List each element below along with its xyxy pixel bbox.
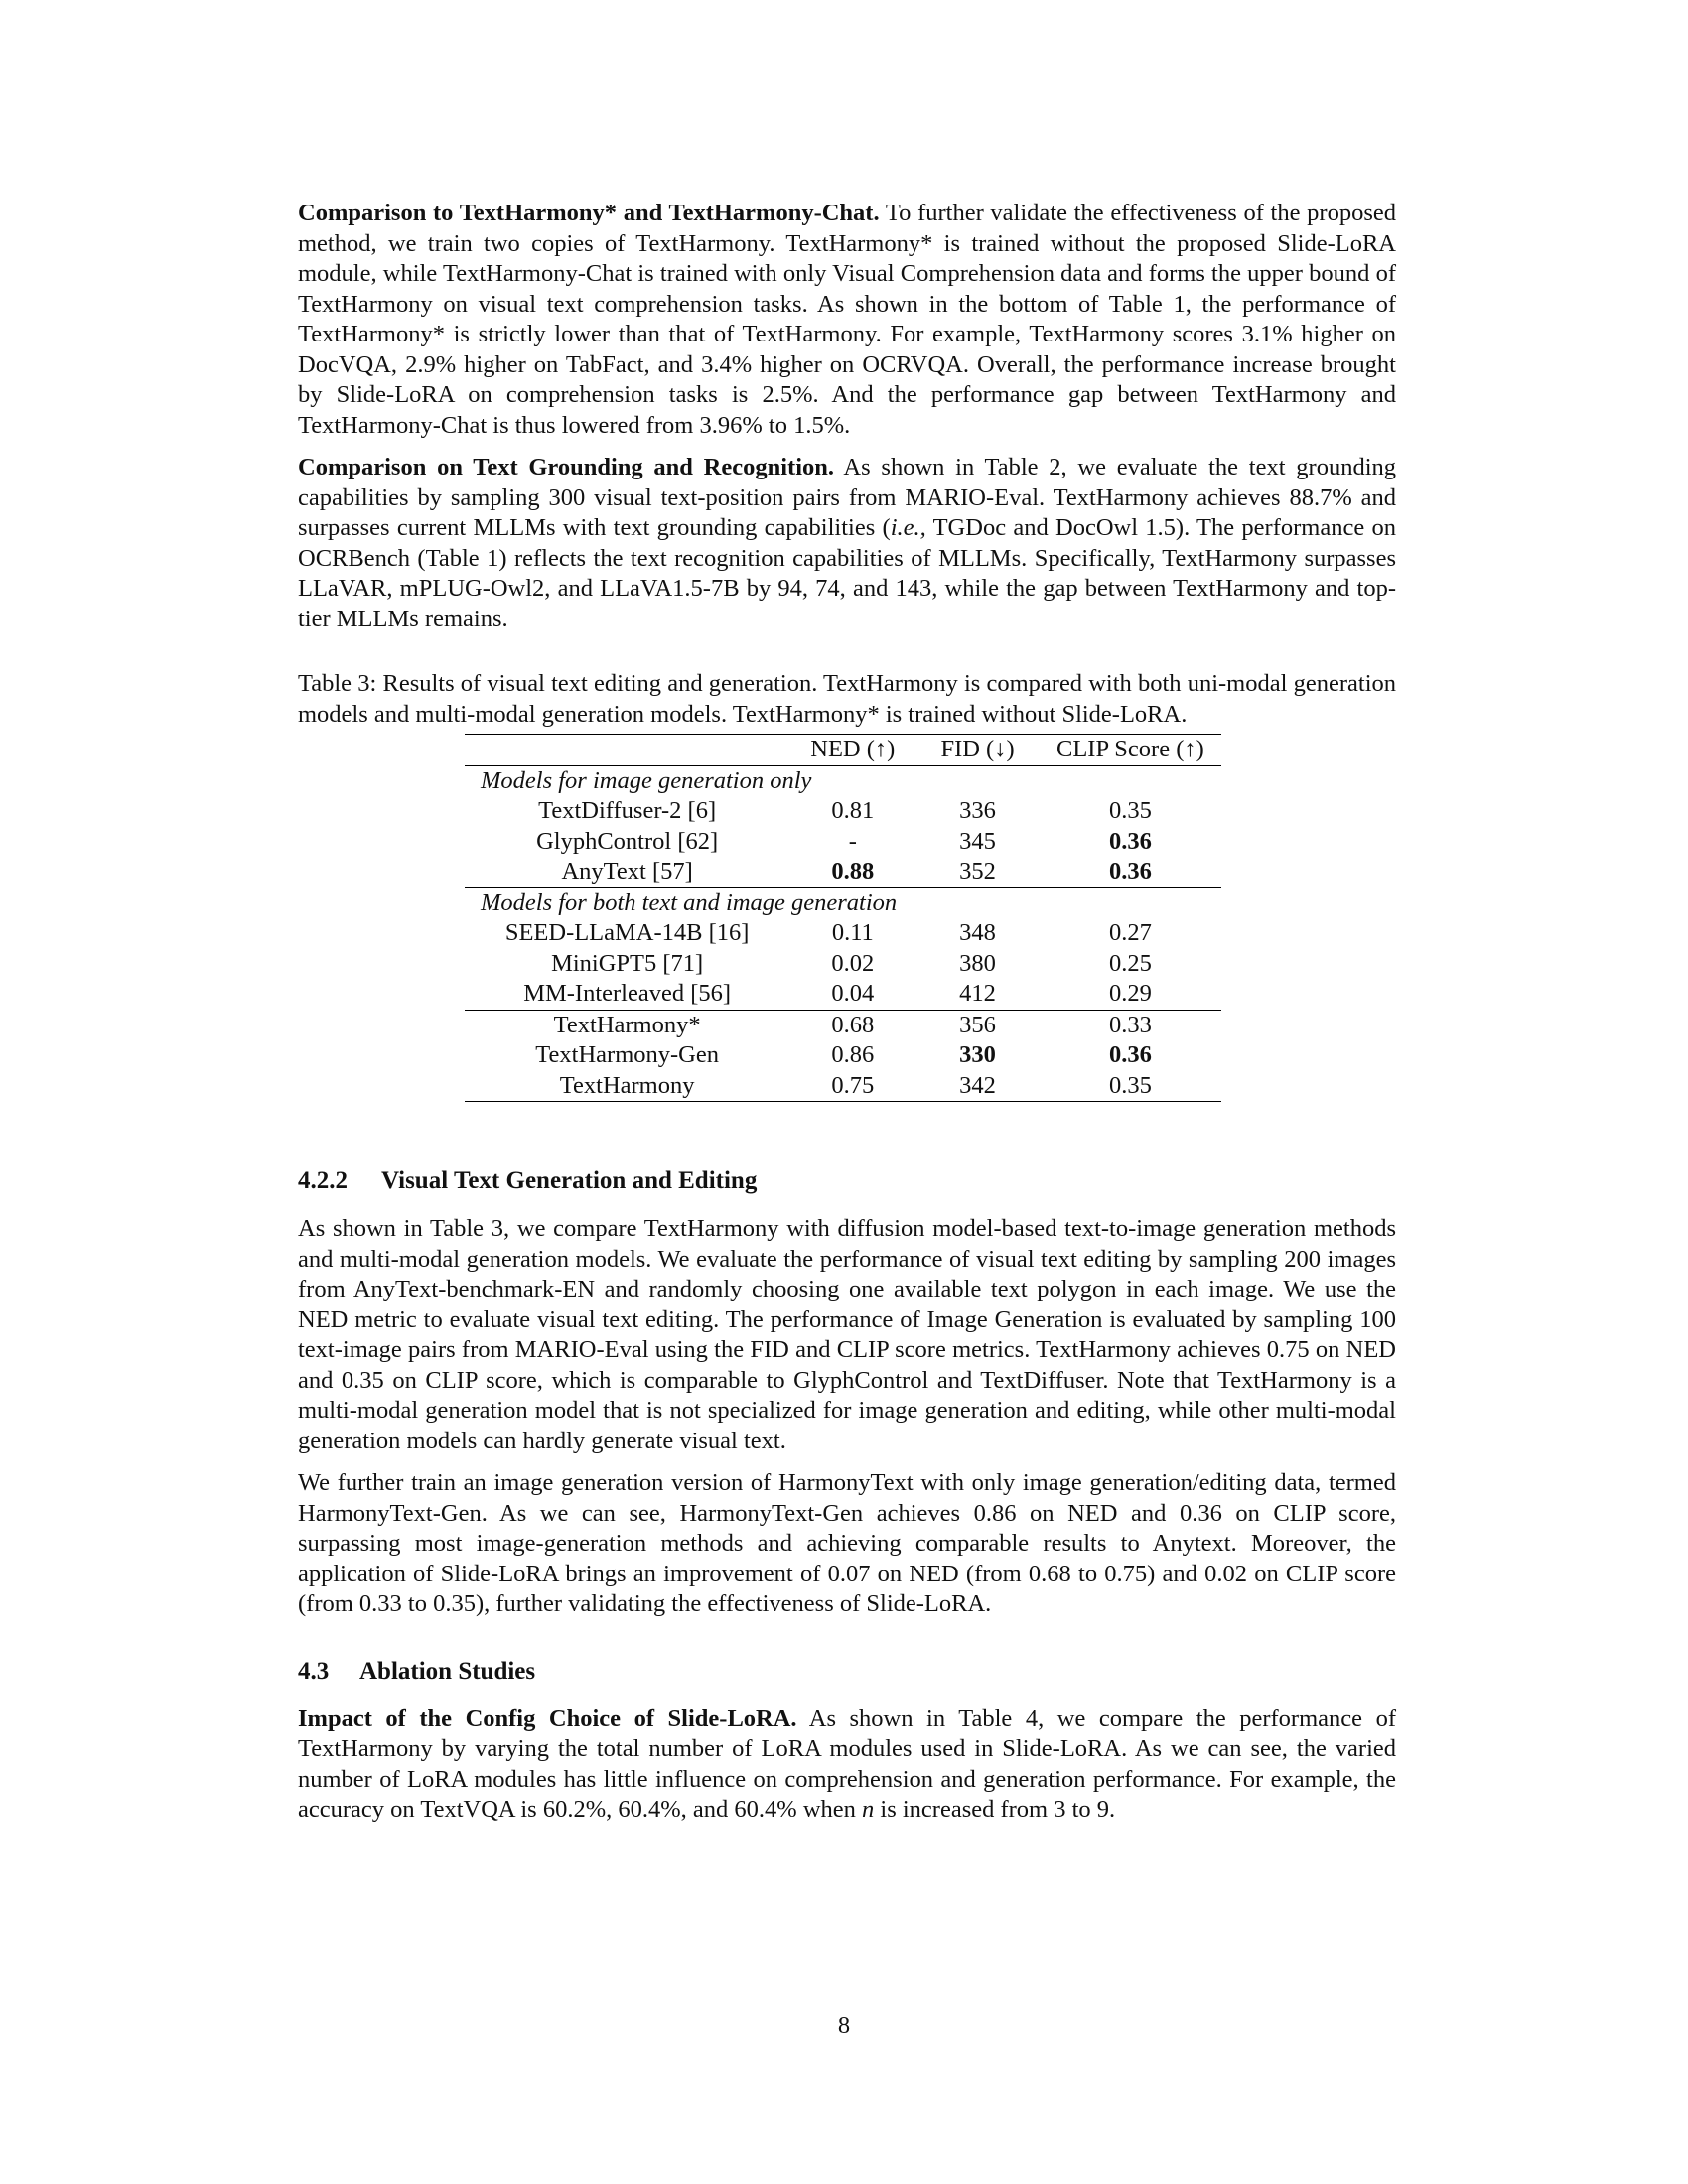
- table-row: [465, 1071, 1221, 1102]
- fid-value: 342: [915, 1071, 1039, 1102]
- paragraph-body: As shown in Table 4, we compare the performance of TextHarmony by varying the total number of LoRA modules used in Slide-LoRA. As we can see, the varied number of LoRA modules has little influence on comprehension and generation performance. For example, the accuracy on TextVQA is 60.2%, 60.4%, and 60.4% when: [298, 1705, 1396, 1823]
- header-cell: CLIP Score (↑): [1040, 735, 1221, 766]
- table-row: [465, 827, 1221, 858]
- paragraph-heading: Impact of the Config Choice of Slide-LoRA.: [298, 1705, 797, 1732]
- fid-value: 356: [915, 1010, 1039, 1040]
- section-title: Ablation Studies: [359, 1657, 536, 1685]
- fid-value: 380: [959, 949, 996, 977]
- paragraph-body: TGDoc and DocOwl 1.5). The performance on OCRBench (Table 1) reflects the text recognition capabilities of MLLMs. Specifically, TextHarmony surpasses LLaVAR, mPLUG-Owl2, and LLaVA1.5-7B by 94, 74, and 143, while the gap between TextHarmony and top-tier MLLMs remains.: [298, 514, 1396, 632]
- ned-value: 0.04: [831, 980, 875, 1007]
- math-variable: n: [862, 1796, 875, 1823]
- paragraph-body: To further validate the effectiveness of the proposed method, we train two copies of TextHarmony. TextHarmony* is trained without the proposed Slide-LoRA module, while TextHarmony-Chat is trained with only Visual Comprehension data and forms the upper bound of TextHarmony on visual text comprehension tasks. As shown in the bottom of Table 1, the performance of TextHarmony* is strictly lower than that of TextHarmony. For example, TextHarmony scores 3.1% higher on DocVQA, 2.9% higher on TabFact, and 3.4% higher on OCRVQA. Overall, the performance increase brought by Slide-LoRA on comprehension tasks is 2.5%. And the performance gap between TextHarmony and TextHarmony-Chat is thus lowered from 3.96% to 1.5%.: [298, 200, 1397, 439]
- header-cell: NED (↑): [789, 735, 915, 766]
- ned-value: -: [848, 827, 857, 855]
- section-number: 4.2.2: [298, 1167, 348, 1194]
- clip-value: 0.35: [1108, 797, 1152, 824]
- paper-page: [298, 199, 1396, 1838]
- clip-value: 0.36: [1108, 827, 1152, 855]
- clip-value: 0.36: [1108, 858, 1152, 885]
- clip-value: 0.35: [1040, 1071, 1221, 1102]
- clip-value: 0.33: [1040, 1010, 1221, 1040]
- ned-value: 0.75: [789, 1071, 915, 1102]
- ned-value: 0.02: [831, 949, 875, 977]
- header-cell: [465, 735, 789, 766]
- paragraph-heading: Comparison on Text Grounding and Recognition.: [298, 454, 835, 480]
- subsection-heading: [298, 1166, 1396, 1196]
- paragraph-body: is increased from 3 to 9.: [874, 1796, 1116, 1823]
- paragraph-generation-2: We further train an image generation version of HarmonyText with only image generation/editing data, termed HarmonyText-Gen. As we can see, HarmonyText-Gen achieves 0.86 on NED and 0.36 on CLIP score, surpassing most image-generation methods and achieving comparable results to Anytext. Moreover, the application of Slide-LoRA brings an improvement of 0.07 on NED (from 0.68 to 0.75) and 0.02 on CLIP score (from 0.33 to 0.35), further validating the effectiveness of Slide-LoRA.: [298, 1469, 1396, 1617]
- fid-value: 330: [959, 1041, 996, 1068]
- table-row: [465, 949, 1221, 980]
- model-name: TextDiffuser-2 [6]: [538, 797, 717, 824]
- section-title: Visual Text Generation and Editing: [381, 1167, 758, 1194]
- fid-value: 336: [959, 797, 996, 824]
- model-name: SEED-LLaMA-14B [16]: [504, 919, 750, 946]
- section-number: 4.3: [298, 1657, 330, 1685]
- clip-value: 0.25: [1108, 949, 1152, 977]
- model-name: AnyText [57]: [561, 858, 693, 885]
- paragraph-generation-1: As shown in Table 3, we compare TextHarmony with diffusion model-based text-to-image generation methods and multi-modal generation models. We evaluate the performance of visual text editing by sampling 200 images from AnyText-benchmark-EN and randomly choosing one available text polygon in each image. We use the NED metric to evaluate visual text editing. The performance of Image Generation is evaluated by sampling 100 text-image pairs from MARIO-Eval using the FID and CLIP score metrics. TextHarmony achieves 0.75 on NED and 0.35 on CLIP score, which is comparable to GlyphControl and TextDiffuser. Note that TextHarmony is a multi-modal generation model that is not specialized for image generation and editing, while other multi-modal generation models can hardly generate visual text.: [298, 1215, 1396, 1454]
- table-row: [465, 857, 1221, 887]
- paragraph-ablation: [298, 1705, 1396, 1826]
- section-heading: [298, 1657, 1396, 1687]
- table-group-row: [465, 765, 1221, 796]
- paragraph-grounding: [298, 453, 1396, 634]
- paragraph-heading: Comparison to TextHarmony* and TextHarmony-Chat.: [298, 200, 880, 226]
- table-row: [465, 1010, 1221, 1040]
- table-header-row: [465, 735, 1221, 766]
- table-row: [465, 979, 1221, 1010]
- ned-value: 0.81: [831, 797, 875, 824]
- page-number: 8: [837, 2012, 851, 2039]
- table-caption: Table 3: Results of visual text editing and generation. TextHarmony is compared with both uni-modal generation models and multi-modal generation models. TextHarmony* is trained without Slide-LoRA.: [298, 670, 1396, 728]
- ned-value: 0.88: [831, 858, 875, 885]
- table-row: [465, 918, 1221, 949]
- ned-value: 0.86: [831, 1041, 875, 1068]
- model-name: MM-Interleaved [56]: [523, 980, 732, 1007]
- fid-value: 348: [959, 919, 996, 946]
- model-name: TextHarmony: [465, 1071, 789, 1102]
- paragraph-body-italic: i.e.,: [890, 514, 926, 541]
- model-name: MiniGPT5 [71]: [551, 949, 704, 977]
- fid-value: 345: [959, 827, 996, 855]
- results-table: [465, 734, 1221, 1102]
- paragraph-body: As shown in Table 2, we evaluate the text grounding capabilities by sampling 300 visual text-position pairs from MARIO-Eval. TextHarmony achieves 88.7% and surpasses current MLLMs with text grounding capabilities (: [298, 454, 1396, 541]
- fid-value: 352: [959, 858, 996, 885]
- ned-value: 0.68: [789, 1010, 915, 1040]
- group-label: Models for image generation only: [481, 766, 812, 794]
- paragraph-textharmony-chat: [298, 199, 1396, 441]
- group-label: Models for both text and image generation: [465, 887, 1221, 918]
- fid-value: 412: [959, 980, 996, 1007]
- ned-value: 0.11: [831, 919, 874, 946]
- clip-value: 0.27: [1108, 919, 1152, 946]
- table-group-row: [465, 887, 1221, 918]
- model-name: GlyphControl [62]: [536, 827, 719, 855]
- header-cell: FID (↓): [915, 735, 1039, 766]
- clip-value: 0.36: [1108, 1041, 1152, 1068]
- clip-value: 0.29: [1108, 980, 1152, 1007]
- model-name: TextHarmony-Gen: [535, 1041, 719, 1068]
- table-row: [465, 1040, 1221, 1071]
- table-row: [465, 796, 1221, 827]
- model-name: TextHarmony*: [465, 1010, 789, 1040]
